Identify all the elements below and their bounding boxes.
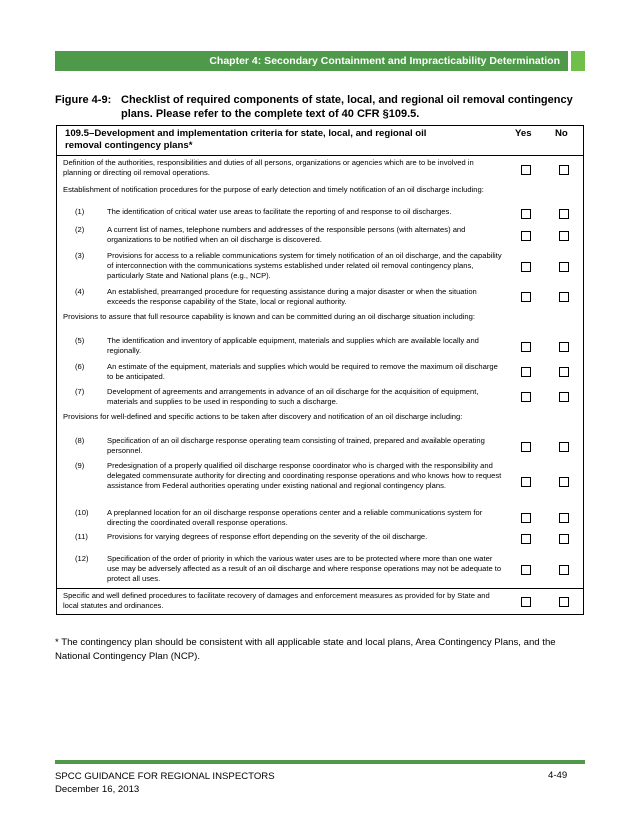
no-checkbox[interactable] xyxy=(559,367,569,377)
yes-checkbox[interactable] xyxy=(521,165,531,175)
row-text: Provisions for access to a reliable communications system for timely notification of an oil discharge, and the capability of interconnection with the communications systems established under related oil removal contingency plans, particularly State and National plans (e.g., NCP). xyxy=(107,251,502,281)
figure-caption xyxy=(55,93,585,121)
no-checkbox[interactable] xyxy=(559,231,569,241)
row-text: A preplanned location for an oil discharge response operations center and a reliable communications system for directing the coordinated overall response operations. xyxy=(107,508,483,528)
table-row xyxy=(57,223,583,249)
row-text: An estimate of the equipment, materials and supplies which would be required to remove the maximum oil discharge to be anticipated. xyxy=(107,362,498,382)
table-row xyxy=(57,506,583,530)
item-number: (6) xyxy=(75,362,85,371)
table-row xyxy=(57,285,583,310)
no-column-header: No xyxy=(555,128,568,139)
no-checkbox[interactable] xyxy=(559,209,569,219)
row-subheading: Establishment of notification procedures for the purpose of early detection and timely notification of an oil discharge including: xyxy=(63,185,484,194)
footer-date: December 16, 2013 xyxy=(55,784,140,795)
yes-checkbox[interactable] xyxy=(521,442,531,452)
no-checkbox[interactable] xyxy=(559,513,569,523)
no-checkbox[interactable] xyxy=(559,392,569,402)
row-text: Development of agreements and arrangements in advance of an oil discharge for the acquisition of equipment, materials and supplies to be used in responding to such a discharge. xyxy=(107,387,479,407)
yes-checkbox[interactable] xyxy=(521,477,531,487)
row-text: An established, prearranged procedure for requesting assistance during a major disaster or when the situation exceeds the response capability of the State, local or regional authority. xyxy=(107,287,477,307)
row-subheading: Provisions for well-defined and specific actions to be taken after discovery and notification of an oil discharge including: xyxy=(63,412,463,421)
footnote: * The contingency plan should be consistent with all applicable state and local plans, Area Contingency Plans, and the National Contingency Plan (NCP). xyxy=(55,637,556,662)
table-row xyxy=(57,385,583,410)
no-checkbox[interactable] xyxy=(559,477,569,487)
footer-rule xyxy=(55,760,585,764)
yes-checkbox[interactable] xyxy=(521,209,531,219)
chapter-title: Chapter 4: Secondary Containment and Impracticability Determination xyxy=(209,55,560,67)
table-row xyxy=(57,434,583,459)
no-checkbox[interactable] xyxy=(559,165,569,175)
no-checkbox[interactable] xyxy=(559,262,569,272)
table-row xyxy=(57,249,583,285)
figure-number: Figure 4-9: xyxy=(55,94,112,106)
row-subheading: Provisions to assure that full resource capability is known and can be committed during an oil discharge situation including: xyxy=(63,312,475,321)
row-text: Predesignation of a properly qualified oil discharge response coordinator who is charged with the responsibility and delegated commensurate authority for directing and coordinating response operations and who knows how to request assistance from Federal authorities operating under existing national and regional contingency plans. xyxy=(107,461,502,491)
item-number: (9) xyxy=(75,461,85,470)
table-header xyxy=(57,126,583,156)
table-row xyxy=(57,459,583,506)
table-row xyxy=(57,205,583,223)
row-text: The identification of critical water use areas to facilitate the reporting of and response to oil discharges. xyxy=(107,207,452,216)
item-number: (11) xyxy=(75,532,88,541)
yes-checkbox[interactable] xyxy=(521,342,531,352)
no-checkbox[interactable] xyxy=(559,534,569,544)
table-row xyxy=(57,410,583,434)
no-checkbox[interactable] xyxy=(559,342,569,352)
table-row xyxy=(57,360,583,385)
no-checkbox[interactable] xyxy=(559,565,569,575)
table-row xyxy=(57,588,583,614)
yes-checkbox[interactable] xyxy=(521,534,531,544)
row-text: Specification of the order of priority in which the various water uses are to be protected where more than one water use may be adversely affected as a result of an oil discharge and where response operations may not be adequate to protect all uses. xyxy=(107,554,502,584)
page-number: 4-49 xyxy=(548,770,568,781)
item-number: (12) xyxy=(75,554,89,563)
row-text: A current list of names, telephone numbers and addresses of the responsible persons (with alternates) and organizations to be notified when an oil discharge is discovered. xyxy=(107,225,466,245)
footer-left xyxy=(55,770,275,796)
table-row xyxy=(57,183,583,205)
item-number: (3) xyxy=(75,251,85,260)
yes-checkbox[interactable] xyxy=(521,262,531,272)
item-number: (5) xyxy=(75,336,85,345)
row-text: Provisions for varying degrees of response effort depending on the severity of the oil discharge. xyxy=(107,532,428,541)
table-row xyxy=(57,156,583,183)
table-row xyxy=(57,552,583,588)
no-checkbox[interactable] xyxy=(559,292,569,302)
yes-checkbox[interactable] xyxy=(521,367,531,377)
row-text: Definition of the authorities, responsibilities and duties of all persons, organizations or agencies which are to be involved in planning or directing oil removal operations. xyxy=(63,158,474,178)
table-row xyxy=(57,530,583,552)
table-row xyxy=(57,334,583,360)
no-checkbox[interactable] xyxy=(559,442,569,452)
table-row xyxy=(57,310,583,334)
checklist-table xyxy=(56,125,584,615)
item-number: (10) xyxy=(75,508,89,517)
row-text: The identification and inventory of applicable equipment, materials and supplies which are available locally and regionally. xyxy=(107,336,479,356)
yes-checkbox[interactable] xyxy=(521,392,531,402)
yes-checkbox[interactable] xyxy=(521,597,531,607)
yes-checkbox[interactable] xyxy=(521,231,531,241)
item-number: (8) xyxy=(75,436,85,445)
yes-checkbox[interactable] xyxy=(521,292,531,302)
header-accent-block xyxy=(571,51,585,71)
footer-doc-title: SPCC GUIDANCE FOR REGIONAL INSPECTORS xyxy=(55,771,275,782)
row-text: Specification of an oil discharge response operating team consisting of trained, prepared and available operating personnel. xyxy=(107,436,485,456)
item-number: (7) xyxy=(75,387,85,396)
no-checkbox[interactable] xyxy=(559,597,569,607)
table-title: 109.5–Development and implementation criteria for state, local, and regional oil removal contingency plans* xyxy=(65,128,427,151)
yes-checkbox[interactable] xyxy=(521,565,531,575)
yes-checkbox[interactable] xyxy=(521,513,531,523)
item-number: (2) xyxy=(75,225,85,234)
figure-caption-text: Checklist of required components of state, local, and regional oil removal contingency plans. Please refer to the complete text of 40 CFR §109.5. xyxy=(121,94,573,120)
row-text: Specific and well defined procedures to facilitate recovery of damages and enforcement measures as provided for by State and local statutes and ordinances. xyxy=(63,591,490,611)
chapter-header-bar xyxy=(55,51,568,71)
item-number: (4) xyxy=(75,287,85,296)
yes-column-header: Yes xyxy=(515,128,532,139)
item-number: (1) xyxy=(75,207,85,216)
